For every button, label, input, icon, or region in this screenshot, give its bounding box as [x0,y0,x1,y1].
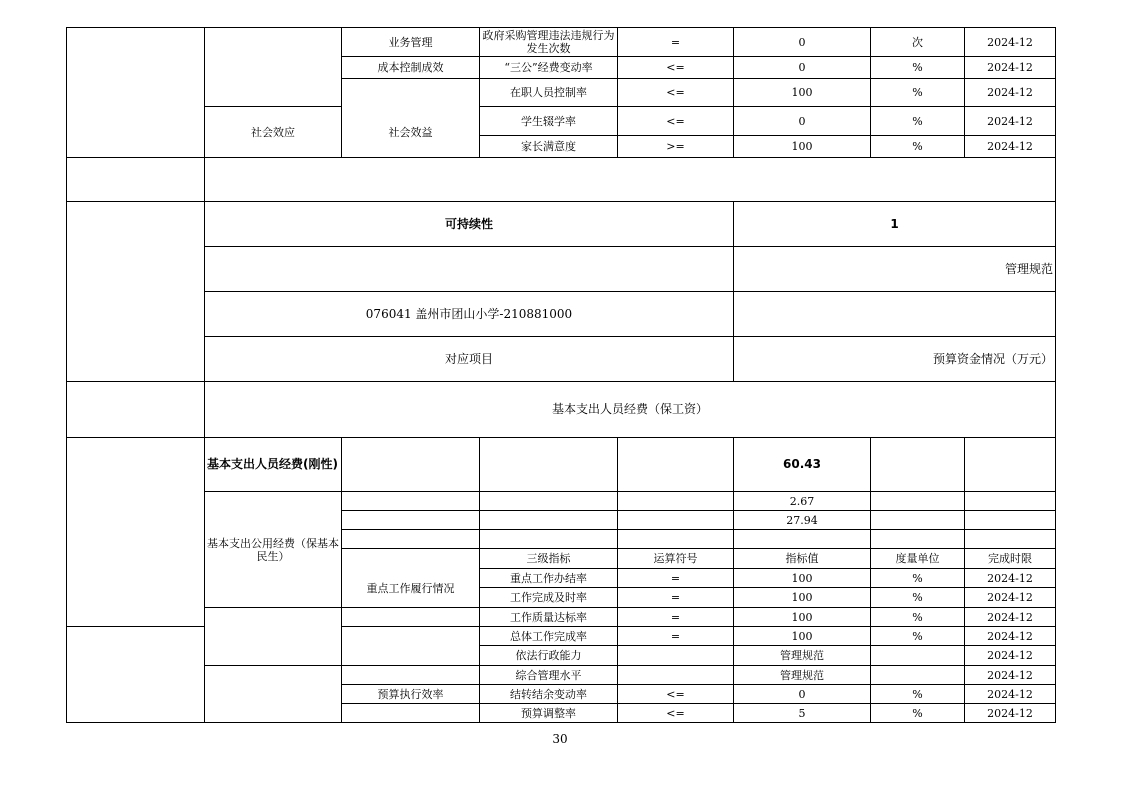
performance-table [66,27,1056,723]
b3-due: 2024-12 [987,610,1033,624]
livelihood-value-2: 27.94 [786,513,818,527]
row5-level3: 家长满意度 [521,140,576,153]
b8-level3: 预算调整率 [521,706,576,720]
b1-due: 2024-12 [987,571,1033,585]
b8-due: 2024-12 [987,706,1033,720]
b7-operator: <= [666,687,685,701]
b8-operator: <= [666,706,685,720]
b2-operator: = [670,591,681,604]
sustainability-label: 可持续性 [444,216,493,231]
b7-value: 0 [798,687,806,701]
rigid-expense-value: 60.43 [783,457,821,471]
row3-level3: 在职人员控制率 [510,86,587,99]
row1-value: 0 [798,35,806,49]
row2-due: 2024-12 [987,61,1033,74]
b8-unit: % [912,706,923,720]
header-value: 指标值 [785,552,819,565]
b3-unit: % [912,610,923,624]
management-norm-text: 管理规范 [1004,261,1053,276]
b7-level3: 结转结余变动率 [510,687,587,701]
b6-due: 2024-12 [987,668,1033,682]
row5-value: 100 [791,140,813,153]
b5-level3: 依法行政能力 [515,649,582,662]
b4-value: 100 [791,629,813,643]
sustainability-value: 1 [890,216,899,231]
b6-value: 管理规范 [780,668,824,682]
row4-level3: 学生辍学率 [521,114,576,128]
row1-level3: 政府采购管理违法违规行为发生次数 [482,29,615,55]
b1-level3: 重点工作办结率 [510,571,587,585]
unit-name: 076041 盖州市团山小学-210881000 [365,306,573,321]
b5-value: 管理规范 [780,649,824,662]
b4-level3: 总体工作完成率 [510,629,587,643]
row4-due: 2024-12 [987,114,1033,128]
basic-salary-title: 基本支出人员经费（保工资） [551,402,708,416]
b4-operator: = [670,629,681,643]
social-benefit-label: 社会效益 [388,125,433,139]
social-effect-label: 社会效应 [251,125,295,139]
b8-value: 5 [798,706,806,720]
row5-due: 2024-12 [987,140,1033,153]
row2-level2: 成本控制成效 [377,61,444,74]
b4-unit: % [912,629,923,643]
budget-header: 预算资金情况（万元） [932,351,1053,366]
row1-due: 2024-12 [987,35,1033,49]
row1-unit: 次 [912,35,923,49]
row1-level2: 业务管理 [388,35,433,49]
row2-level3: “三公”经费变动率 [504,61,593,74]
project-header: 对应项目 [444,351,493,366]
b2-value: 100 [791,591,813,604]
header-unit: 度量单位 [895,552,940,565]
key-work-label: 重点工作履行情况 [366,581,455,595]
row4-value: 0 [798,114,806,128]
b2-due: 2024-12 [987,591,1033,604]
header-due: 完成时限 [988,552,1032,565]
page-number: 30 [552,732,568,746]
row3-operator: <= [666,86,685,99]
b7-unit: % [912,687,923,701]
b1-operator: = [670,571,681,585]
b1-unit: % [912,571,923,585]
b3-value: 100 [791,610,813,624]
row3-value: 100 [791,86,813,99]
b5-due: 2024-12 [987,649,1033,662]
row5-operator: >= [666,140,685,153]
row3-due: 2024-12 [987,86,1033,99]
header-level3: 三级指标 [526,552,571,565]
livelihood-expense-label: 基本支出公用经费（保基本民生） [207,536,339,563]
b3-operator: = [670,610,681,624]
b1-value: 100 [791,571,813,585]
b3-level3: 工作质量达标率 [510,610,587,624]
b4-due: 2024-12 [987,629,1033,643]
b7-due: 2024-12 [987,687,1033,701]
rigid-expense-label: 基本支出人员经费(刚性) [207,457,338,471]
b2-level3: 工作完成及时率 [510,591,587,604]
b6-level3: 综合管理水平 [515,668,582,682]
livelihood-value-1: 2.67 [789,494,815,508]
b2-unit: % [912,591,923,604]
row2-value: 0 [798,61,806,74]
row2-unit: % [912,61,923,74]
header-operator: 运算符号 [653,552,698,565]
b7-level2: 预算执行效率 [377,687,444,701]
row4-operator: <= [666,114,685,128]
row3-unit: % [912,86,923,99]
row4-unit: % [912,114,923,128]
row2-operator: <= [666,61,685,74]
row5-unit: % [912,140,923,153]
row1-operator: = [670,35,681,49]
